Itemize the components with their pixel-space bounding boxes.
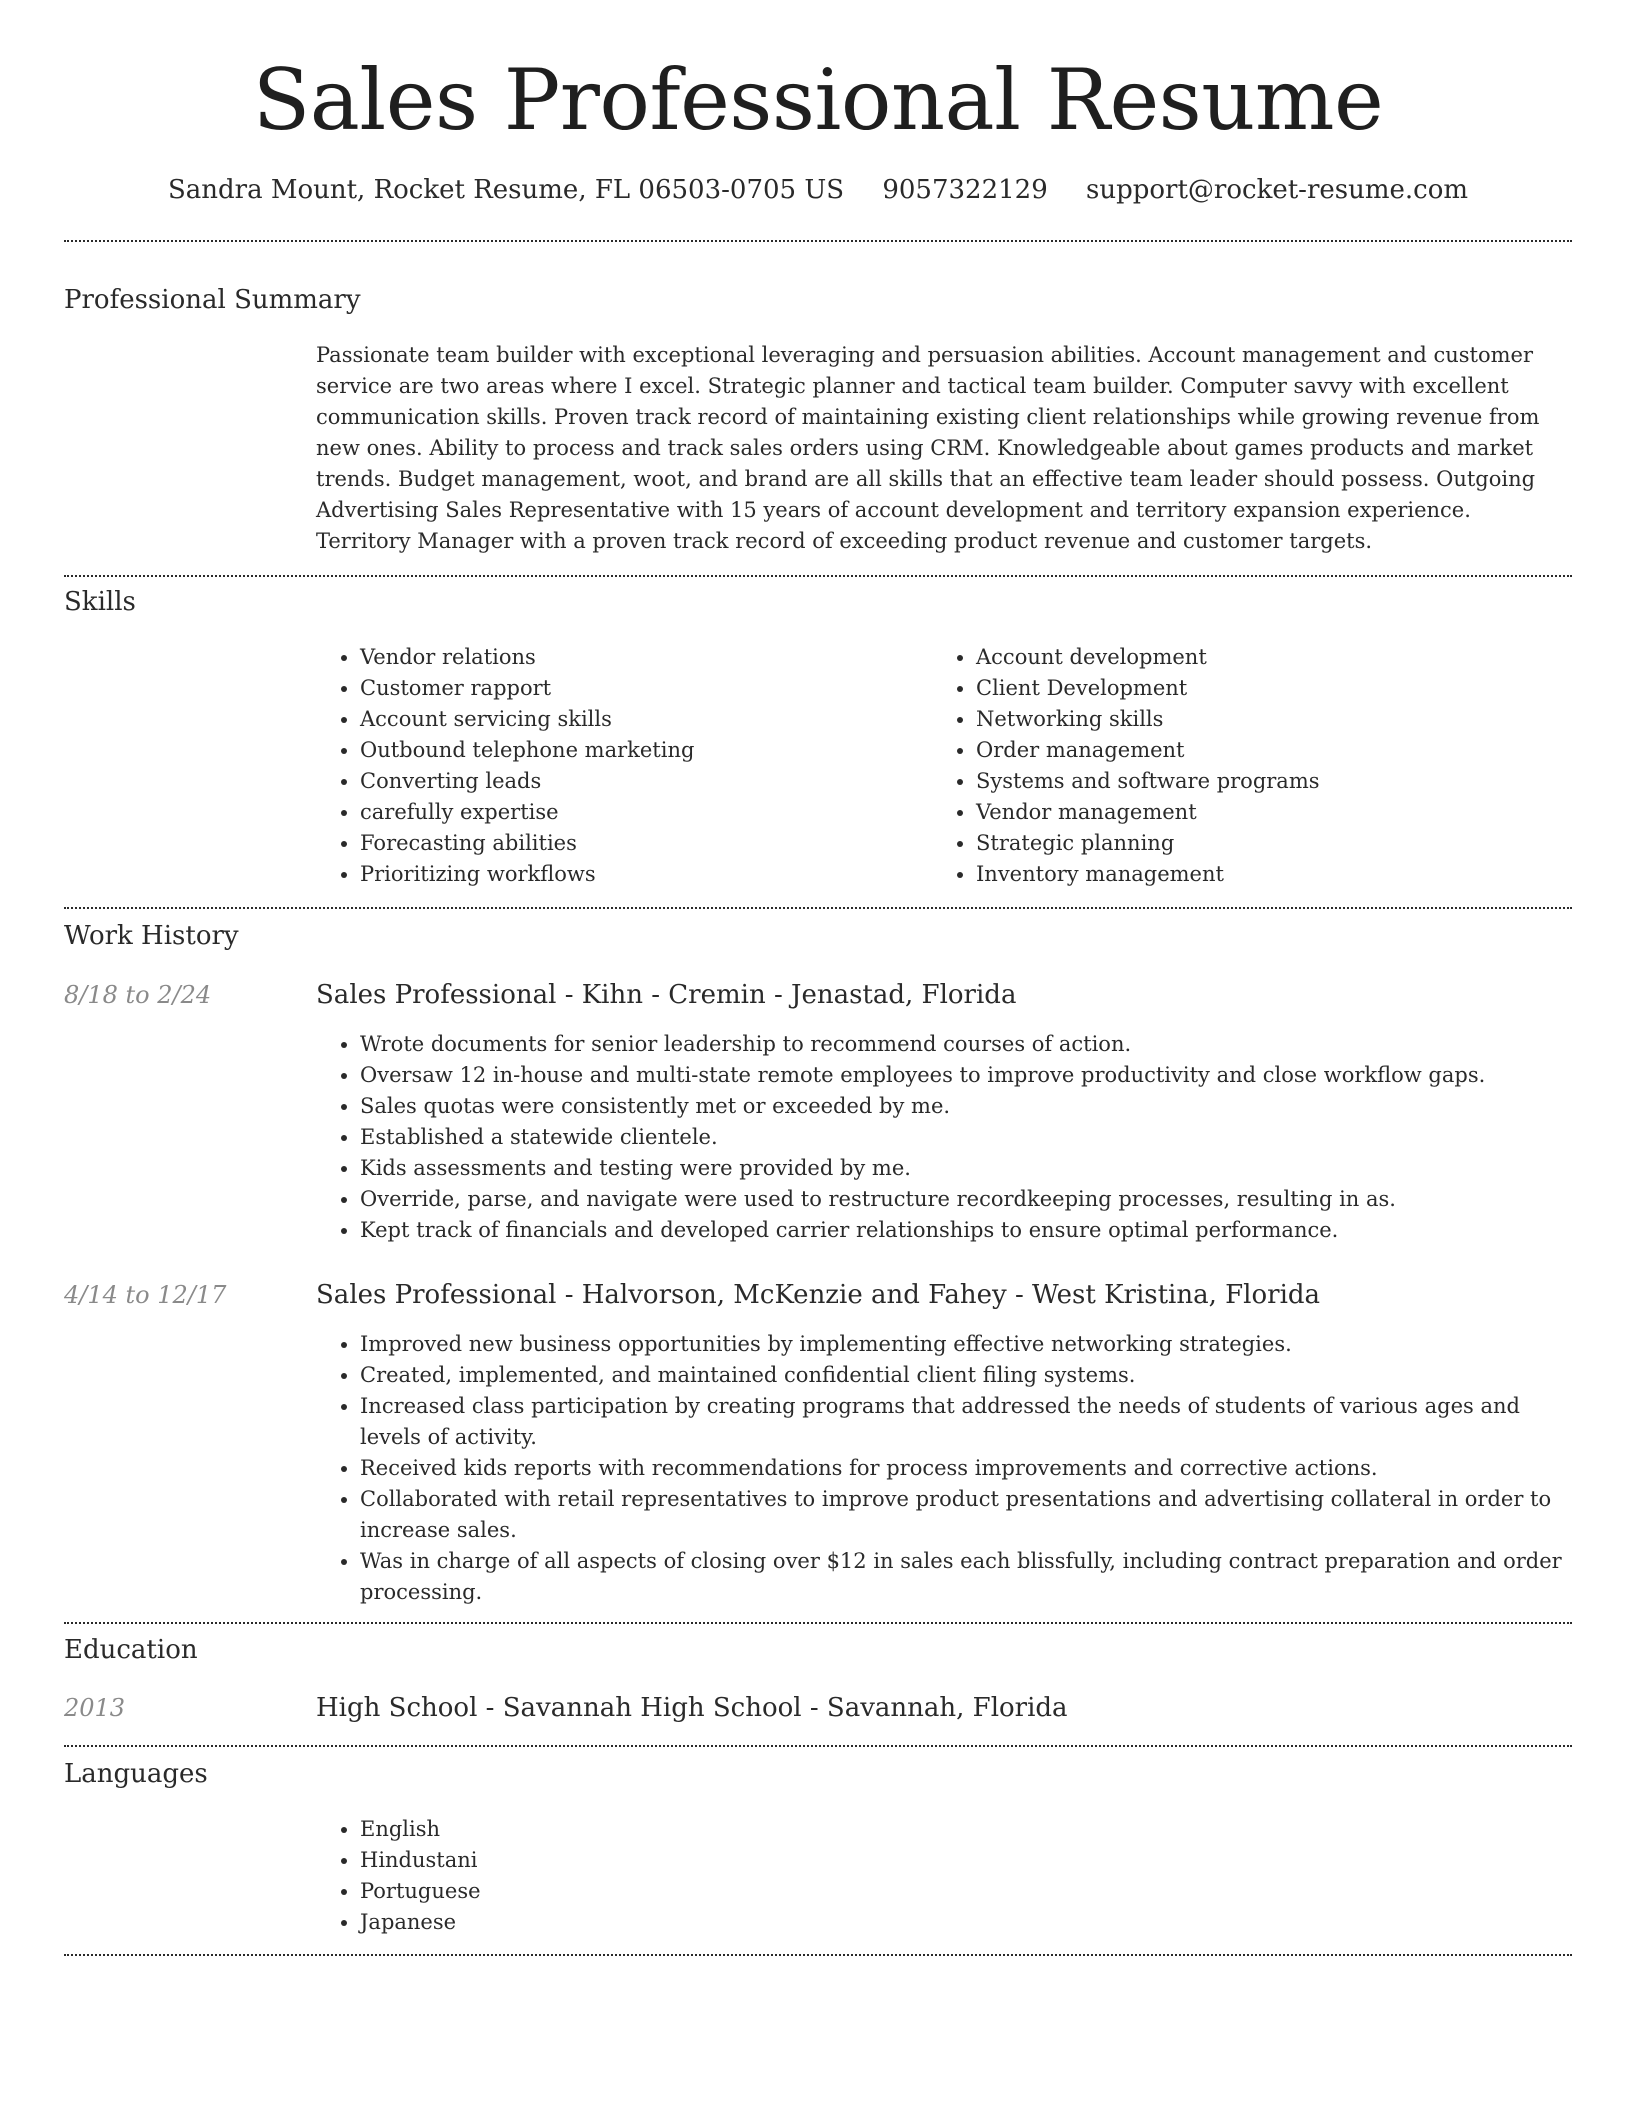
skill-item: • Vendor relations [360, 642, 932, 673]
skill-item: • Order management [976, 735, 1572, 766]
skill-item: • carefully expertise [360, 797, 932, 828]
language-item: • Japanese [360, 1907, 1572, 1938]
summary-text: Passionate team builder with exceptional leveraging and persuasion abilities. Account management and customer service are two areas where I excel. Strategic planner and tactical team builder. Computer savvy with excellent communication skills. Proven track record of maintaining existing client relationships while growing revenue from new ones. Ability to process and track sales orders using CRM. Knowledgeable about games products and market trends. Budget management, woot, and brand are all skills that an effective team leader should possess. Outgoing Advertising Sales Representative with 15 years of account development and territory expansion experience. Territory Manager with a proven track record of exceeding product revenue and customer targets. [316, 343, 1540, 553]
section-heading-skills: Skills [64, 587, 136, 617]
job-bullets [316, 1029, 1572, 1246]
skill-item: • Strategic planning [976, 828, 1572, 859]
divider [64, 240, 1572, 242]
language-item: • English [360, 1814, 1572, 1845]
job-title: Sales Professional - Halvorson, McKenzie and Fahey - West Kristina, Florida [316, 1280, 1321, 1310]
job-bullet: • Collaborated with retail representatives to improve product presentations and advertising collateral in order to increase sales. [360, 1484, 1572, 1546]
section-heading-languages: Languages [64, 1759, 208, 1789]
divider [64, 1954, 1572, 1956]
skills-list-left [316, 642, 932, 890]
skill-item: • Client Development [976, 673, 1572, 704]
section-heading-education: Education [64, 1635, 198, 1665]
resume-page [64, 0, 1572, 1934]
skill-item: • Vendor management [976, 797, 1572, 828]
skill-item: • Forecasting abilities [360, 828, 932, 859]
job-dates: 4/14 to 12/17 [64, 1281, 227, 1309]
skill-item: • Customer rapport [360, 673, 932, 704]
job-bullets [316, 1329, 1572, 1608]
job-bullet: • Oversaw 12 in-house and multi-state remote employees to improve productivity and close workflow gaps. [360, 1060, 1572, 1091]
job-bullet: • Kids assessments and testing were provided by me. [360, 1153, 1572, 1184]
skill-item: • Inventory management [976, 859, 1572, 890]
education-year: 2013 [64, 1694, 126, 1722]
resume-title: Sales Professional Resume [252, 51, 1384, 149]
language-item: • Hindustani [360, 1845, 1572, 1876]
job-bullet: • Received kids reports with recommendations for process improvements and corrective actions. [360, 1453, 1572, 1484]
job-bullet: • Established a statewide clientele. [360, 1122, 1572, 1153]
job-bullet: • Kept track of financials and developed carrier relationships to ensure optimal performance. [360, 1215, 1572, 1246]
contact-email: support@rocket-resume.com [1086, 175, 1469, 205]
language-item: • Portuguese [360, 1876, 1572, 1907]
job-bullet: • Created, implemented, and maintained confidential client filing systems. [360, 1360, 1572, 1391]
divider [64, 1745, 1572, 1747]
skill-item: • Account development [976, 642, 1572, 673]
skills-list-right [932, 642, 1572, 890]
job-title: Sales Professional - Kihn - Cremin - Jenastad, Florida [316, 980, 1017, 1010]
section-heading-summary: Professional Summary [64, 285, 361, 315]
skill-item: • Networking skills [976, 704, 1572, 735]
skill-item: • Account servicing skills [360, 704, 932, 735]
divider [64, 1622, 1572, 1624]
job-bullet: • Wrote documents for senior leadership to recommend courses of action. [360, 1029, 1572, 1060]
languages-list [316, 1814, 1572, 1938]
skill-item: • Prioritizing workflows [360, 859, 932, 890]
divider [64, 907, 1572, 909]
job-bullet: • Sales quotas were consistently met or exceeded by me. [360, 1091, 1572, 1122]
job-dates: 8/18 to 2/24 [64, 981, 212, 1009]
job-bullet: • Was in charge of all aspects of closing over $12 in sales each blissfully, including contract preparation and order processing. [360, 1546, 1572, 1608]
section-heading-work: Work History [64, 921, 239, 951]
education-title: High School - Savannah High School - Savannah, Florida [316, 1693, 1068, 1723]
contact-phone: 9057322129 [882, 175, 1048, 205]
contact-address: Sandra Mount, Rocket Resume, FL 06503-0705 US [167, 175, 845, 205]
skill-item: • Systems and software programs [976, 766, 1572, 797]
divider [64, 575, 1572, 577]
job-bullet: • Increased class participation by creating programs that addressed the needs of students of various ages and levels of activity. [360, 1391, 1572, 1453]
skill-item: • Outbound telephone marketing [360, 735, 932, 766]
job-bullet: • Override, parse, and navigate were used to restructure recordkeeping processes, resulting in as. [360, 1184, 1572, 1215]
skill-item: • Converting leads [360, 766, 932, 797]
contact-line [64, 170, 1572, 210]
job-bullet: • Improved new business opportunities by implementing effective networking strategies. [360, 1329, 1572, 1360]
